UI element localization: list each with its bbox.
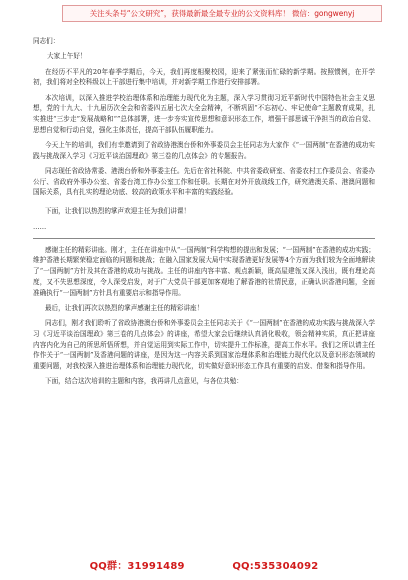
separator: …… [33, 223, 47, 232]
salutation: 同志们： [33, 37, 60, 45]
paragraph: 感谢主任的精彩讲座。刚才，主任在讲座中从“一国两制”科学构想的提出和发展；“一国两制”在香港的成功实践；维护香港长期繁荣稳定面临的问题和挑战；在融入国家发展大局中实现香港更好发展等4个方面为我们较为全面地解读了“一国两制”方针及其在香港的成功与挑战。主任的讲座内容丰富、观点新颖，既高屋建瓴又深入浅出，既有理论高度，又不失思想深度，令人深受启发，对于广大党员干部更加客观地了解香港的社情民意，正确认识香港问题，全面准确执行“一国两制”方针具有重要启示和指导作用。 [33, 245, 375, 297]
promo-banner: 关注头条号“公文研究”，获得最新最全最专业的公文资料库！ 微信：gongwenyj [62, 5, 382, 22]
paragraph: 在经历不平凡的20年春季学期后，今天，我们再度相聚校园，迎来了紧张而忙碌的新学期。按照惯例，在开学初，我们将对全校科级以上干部进行集中培训，并对新学期工作进行安排部署。 [33, 67, 375, 87]
paragraph: 今天上午的培训，我们有幸邀请到了省政协港澳台侨和外事委员会主任同志为大家作《“一国两制”在香港的成功实践与挑战深入学习《习近平谈治国理政》第三卷的几点体会》的专题报告。 [33, 141, 375, 160]
qq-group: QQ群：31991489 [89, 561, 185, 572]
paragraph: 下面，结合这次培训的主题和内容，我再讲几点意见，与各位共勉： [45, 377, 243, 386]
greeting: 大家上午好！ [47, 52, 87, 61]
divider [33, 238, 375, 239]
speech-document [33, 36, 375, 392]
paragraph: 本次培训，以深入推进学校治理体系和治理能力现代化为主题，深入学习贯彻习近平新时代中国特色社会主义思想，党的十九大、十九届历次全会和省委四五届七次大全会精神，不断巩固“不忘初心、牢记使命”主题教育成果，扎实推进“三步走”发展战略和“”总体部署，进一步夯实宣传思想和意识形态工作，增强干部思诚干净担当的政治自觉、思想自觉和行动自觉，强化主体责任，提高干部队伍履职能力。 [33, 93, 375, 134]
paragraph: 最后，让我们再次以热烈的掌声感谢主任的精彩讲座！ [45, 303, 204, 312]
contact-footer [0, 557, 408, 572]
welcome-line: 下面，让我们以热烈的掌声欢迎主任为我们讲课！ [45, 206, 191, 215]
qq-number: QQ:535304092 [232, 561, 319, 572]
paragraph: 同志现任省政协常委、港澳台侨和外事委主任。先后在省社科院、中共省委政研室、省委农村工作委员会、省委办公厅、省政府外事办公室、省委台湾工作办公室工作和任职。长期在对外开放战线工作，研究港澳关系、港澳问题和国际关系，具有扎实的理论功底、较高的政策水平和丰富的实践经验。 [33, 167, 375, 197]
paragraph: 同志们，刚才我们聆听了省政协港澳台侨和外事委员会主任同志关于《“一国两制”在香港的成功实践与挑战深入学习《习近平谈治国理政》第三卷的几点体会》的讲座，希望大家会后继续认真消化吸收，领会精神实质，真正把讲座内容内化为自己的所思所悟所想，并自觉运用到实际工作中，切实提升工作标准，提高工作水平。我们之所以请主任作作关于“一国两制”及香港问题的讲座，是因为这一内容关系到国家治理体系和治理能力现代化以及意识形态领域的重要问题，对我校深入推进治理体系和治理能力现代化，切实做好意识形态工作具有重要的启发、借鉴和指导作用。 [33, 319, 375, 370]
